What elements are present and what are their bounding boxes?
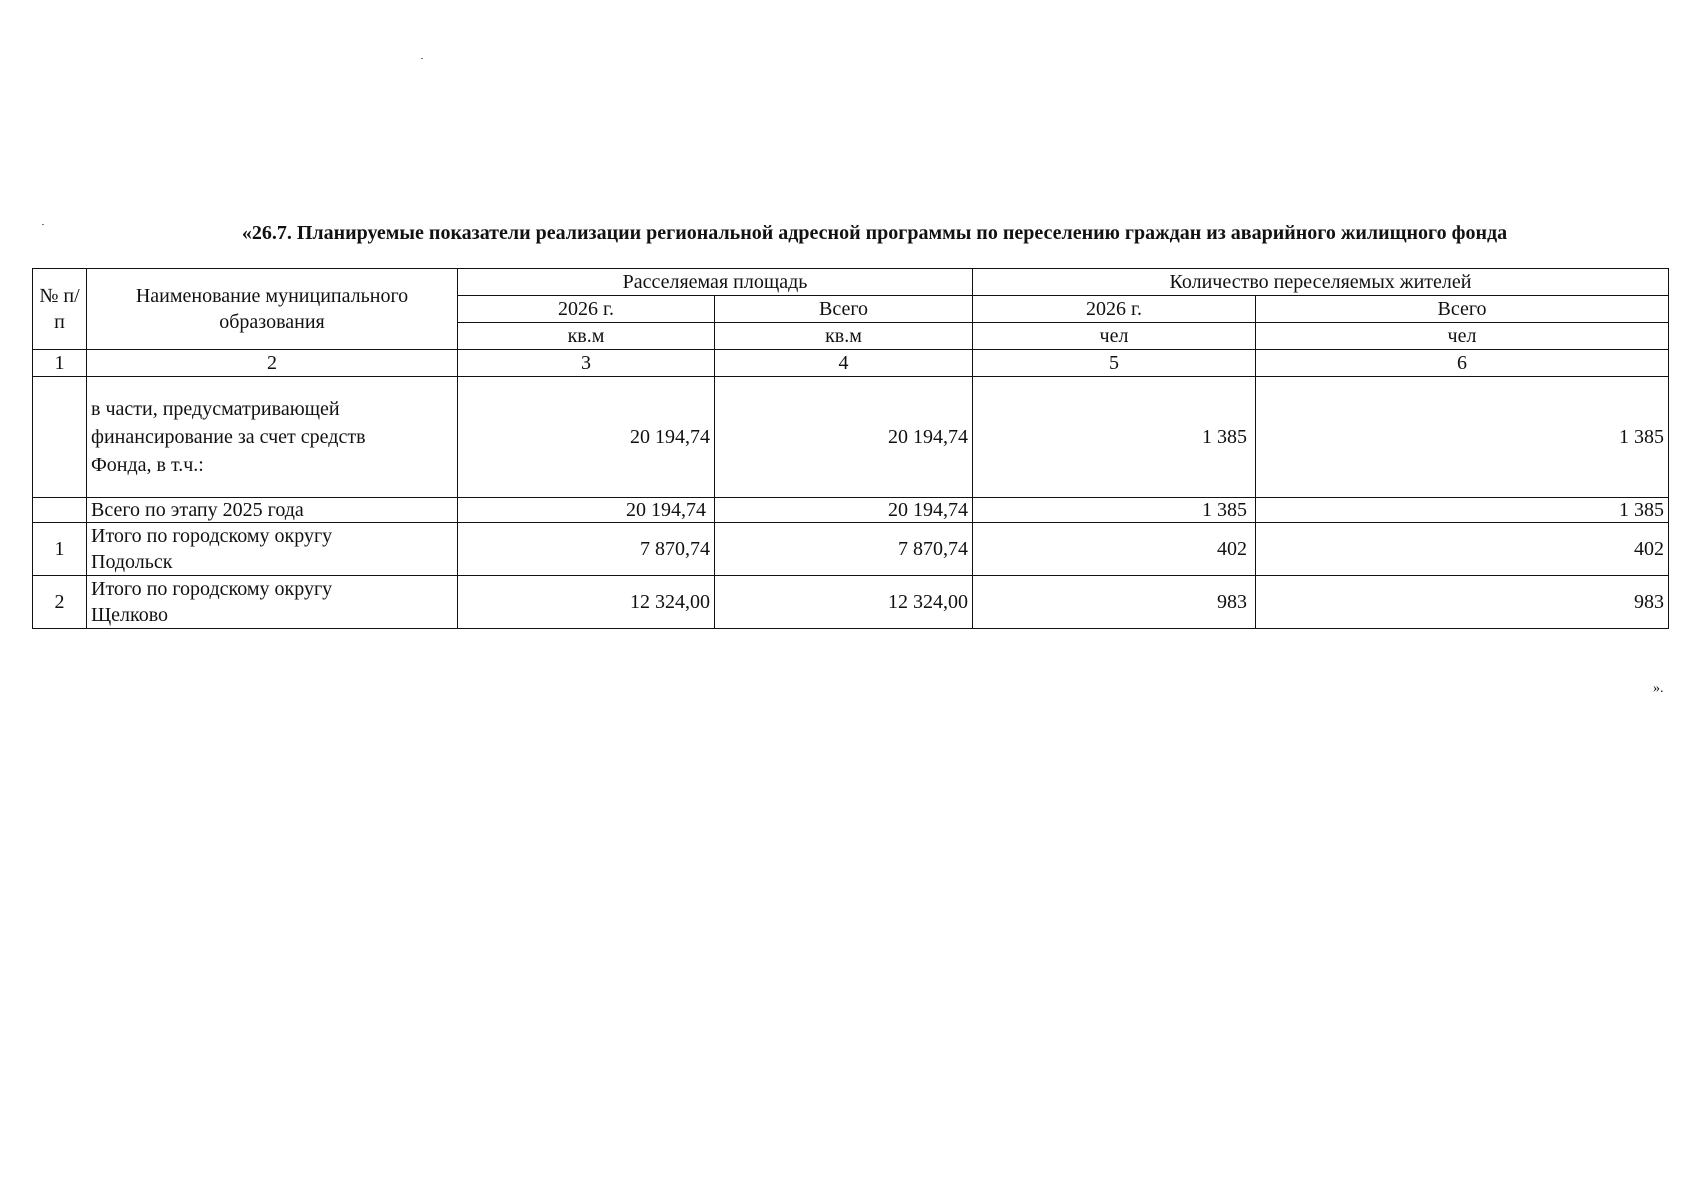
column-number: 5 — [973, 350, 1256, 377]
table-row — [33, 576, 1669, 629]
column-number: 3 — [458, 350, 715, 377]
header-residents-total: Всего — [1256, 296, 1669, 323]
unit-area-2026: кв.м — [458, 323, 715, 350]
row-name: в части, предусматривающей финансирование за счет средств Фонда, в т.ч.: — [87, 377, 458, 498]
header-area-total: Всего — [715, 296, 973, 323]
header-row-groups — [33, 269, 1669, 296]
row-residents-total: 402 — [1256, 523, 1669, 576]
row-num: 1 — [33, 523, 87, 576]
table-row — [33, 523, 1669, 576]
unit-residents-total: чел — [1256, 323, 1669, 350]
row-area-total: 12 324,00 — [715, 576, 973, 629]
row-area-2026: 12 324,00 — [458, 576, 715, 629]
row-residents-total: 983 — [1256, 576, 1669, 629]
row-area-2026: 20 194,74 — [458, 377, 715, 498]
column-number: 1 — [33, 350, 87, 377]
row-name: Итого по городскому округу Подольск — [87, 523, 458, 576]
header-group-area: Расселяемая площадь — [458, 269, 973, 296]
row-area-2026: 7 870,74 — [458, 523, 715, 576]
resettlement-indicators-table — [32, 268, 1669, 629]
closing-quote: ». — [1653, 681, 1664, 696]
row-num — [33, 498, 87, 523]
row-area-total: 7 870,74 — [715, 523, 973, 576]
header-area-2026: 2026 г. — [458, 296, 715, 323]
table-row — [33, 498, 1669, 523]
scan-speck — [421, 58, 423, 59]
row-area-2026: 20 194,74 — [458, 498, 715, 523]
page-title: «26.7. Планируемые показатели реализации региональной адресной программы по переселению граждан из аварийного жилищного фонда — [241, 222, 1508, 244]
table-row — [33, 377, 1669, 498]
column-number: 2 — [87, 350, 458, 377]
column-number: 4 — [715, 350, 973, 377]
row-residents-total: 1 385 — [1256, 377, 1669, 498]
row-residents-2026: 1 385 — [973, 498, 1256, 523]
row-area-total: 20 194,74 — [715, 377, 973, 498]
unit-area-total: кв.м — [715, 323, 973, 350]
header-name: Наименование муниципального образования — [87, 269, 458, 350]
row-name: Всего по этапу 2025 года — [87, 498, 458, 523]
row-area-total: 20 194,74 — [715, 498, 973, 523]
row-name: Итого по городскому округу Щелково — [87, 576, 458, 629]
unit-residents-2026: чел — [973, 323, 1256, 350]
row-residents-total: 1 385 — [1256, 498, 1669, 523]
column-number: 6 — [1256, 350, 1669, 377]
header-row-column-numbers — [33, 350, 1669, 377]
header-num: № п/п — [33, 269, 87, 350]
header-residents-2026: 2026 г. — [973, 296, 1256, 323]
header-group-residents: Количество переселяемых жителей — [973, 269, 1669, 296]
row-num — [33, 377, 87, 498]
row-num: 2 — [33, 576, 87, 629]
row-residents-2026: 1 385 — [973, 377, 1256, 498]
row-residents-2026: 402 — [973, 523, 1256, 576]
row-residents-2026: 983 — [973, 576, 1256, 629]
